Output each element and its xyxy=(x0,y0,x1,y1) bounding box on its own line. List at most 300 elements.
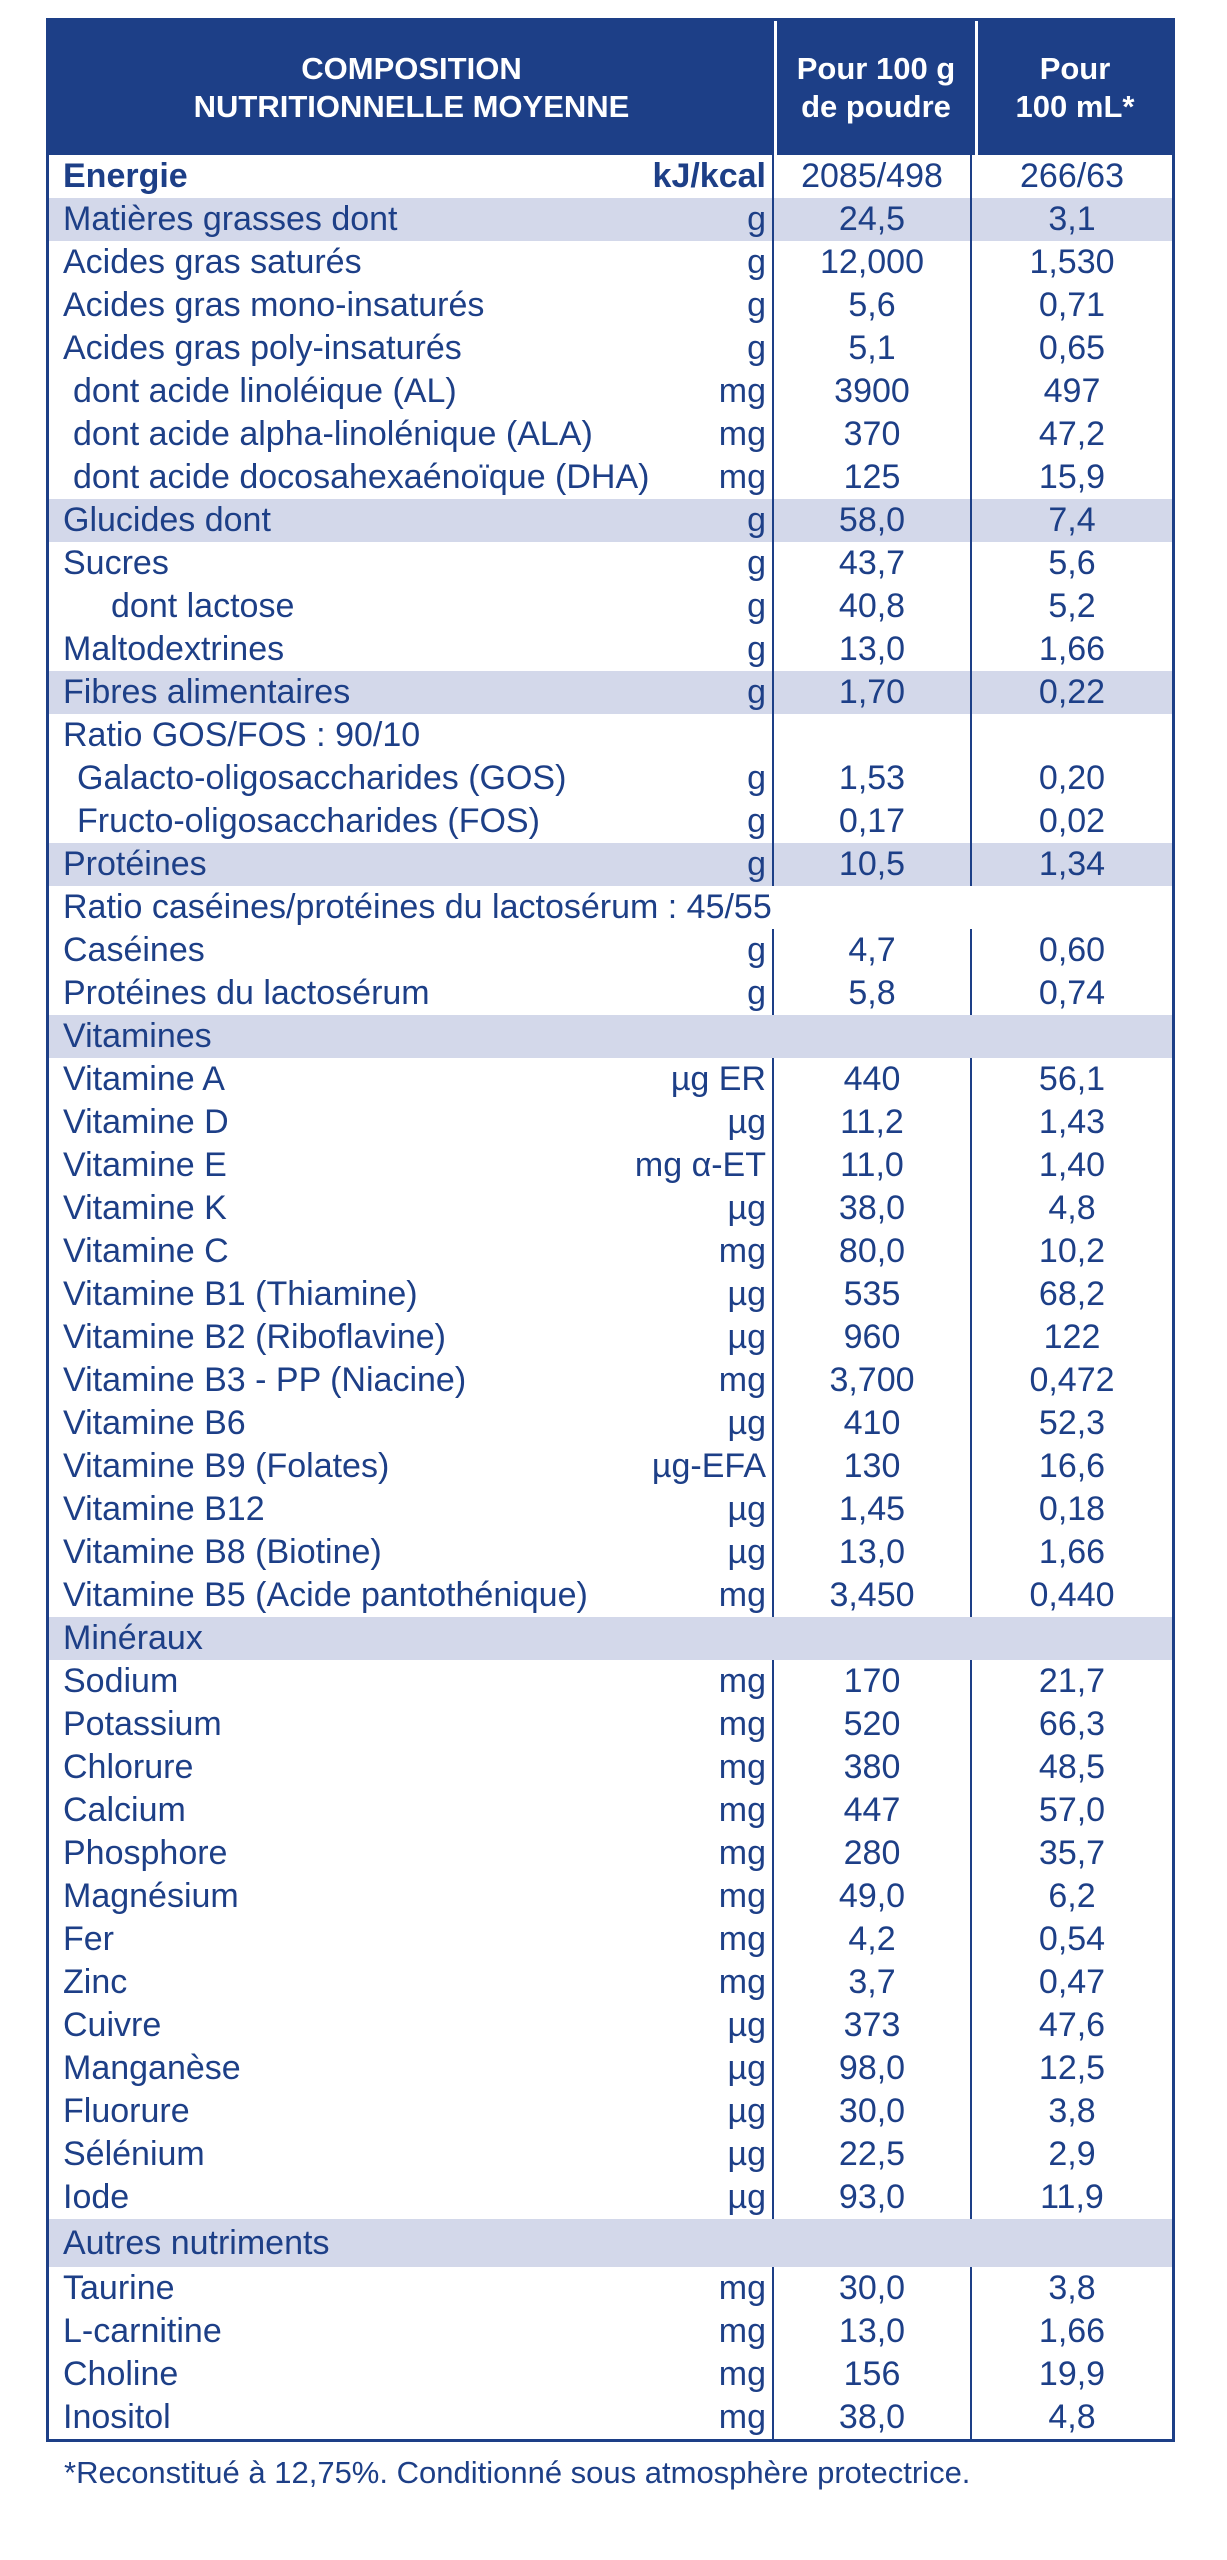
value-per-100ml: 11,9 xyxy=(1040,2178,1104,2216)
nutrient-unit: mg xyxy=(718,2355,766,2393)
value-per-100ml: 48,5 xyxy=(1038,1748,1106,1786)
nutrient-name: Fructo-oligosaccharides (FOS) xyxy=(77,802,540,840)
row-label-cell xyxy=(49,1230,774,1273)
nutrient-name: Vitamine B8 (Biotine) xyxy=(63,1533,382,1571)
row-label-cell xyxy=(49,2396,774,2439)
value-per-100g: 0,17 xyxy=(774,800,972,843)
table-row xyxy=(49,929,1172,972)
nutrient-name: Choline xyxy=(63,2355,179,2393)
table-row xyxy=(49,2310,1172,2353)
row-label-cell xyxy=(49,2353,774,2396)
value-per-100g: 960 xyxy=(774,1316,972,1359)
value-per-100g: 13,0 xyxy=(774,628,972,671)
value-per-100g: 12,000 xyxy=(774,241,972,284)
nutrient-unit: g xyxy=(747,501,766,539)
nutrient-name: dont acide linoléique (AL) xyxy=(73,372,457,410)
value-per-100ml: 52,3 xyxy=(1038,1404,1106,1442)
value-per-100ml: 1,43 xyxy=(1038,1103,1106,1141)
nutrient-unit: µg xyxy=(727,1275,766,1313)
value-per-100g: 3,7 xyxy=(774,1961,972,2004)
value-per-100g: 30,0 xyxy=(774,2090,972,2133)
nutrient-name: Energie xyxy=(63,157,188,195)
nutrient-unit: mg xyxy=(718,1834,766,1872)
table-row xyxy=(49,1832,1172,1875)
row-label-cell xyxy=(49,843,774,886)
nutrient-name: Ratio GOS/FOS : 90/10 xyxy=(63,716,421,754)
value-per-100ml: 57,0 xyxy=(1038,1791,1106,1829)
nutrient-name: Chlorure xyxy=(63,1748,194,1786)
nutrient-unit: g xyxy=(747,587,766,625)
value-per-100g: 5,8 xyxy=(774,972,972,1015)
nutrient-unit: µg xyxy=(727,2178,766,2216)
row-label-cell xyxy=(49,1574,774,1617)
header-per-100g: Pour 100 g de poudre xyxy=(777,21,978,155)
value-per-100g: 49,0 xyxy=(774,1875,972,1918)
value-per-100g: 98,0 xyxy=(774,2047,972,2090)
table-row xyxy=(49,1531,1172,1574)
row-label-cell xyxy=(49,1101,774,1144)
value-per-100g: 38,0 xyxy=(774,1187,972,1230)
nutrient-name: dont acide alpha-linolénique (ALA) xyxy=(73,415,593,453)
row-label-cell xyxy=(49,886,1172,929)
value-per-100ml: 3,8 xyxy=(1048,2269,1096,2307)
nutrient-name: Iode xyxy=(63,2178,130,2216)
nutrient-unit: kJ/kcal xyxy=(652,157,766,195)
row-label-cell xyxy=(49,671,774,714)
row-label-cell xyxy=(49,542,774,585)
value-per-100g: 24,5 xyxy=(774,198,972,241)
row-label-cell xyxy=(49,413,774,456)
row-label-cell xyxy=(49,1918,774,1961)
row-label-cell xyxy=(49,2133,774,2176)
table-row xyxy=(49,757,1172,800)
nutrient-unit: mg xyxy=(718,2269,766,2307)
nutrient-unit: g xyxy=(747,802,766,840)
nutrient-unit: mg xyxy=(718,1576,766,1614)
value-per-100ml: 0,472 xyxy=(1029,1361,1115,1399)
nutrient-name: Magnésium xyxy=(63,1877,239,1915)
row-label-cell xyxy=(49,155,774,198)
value-per-100ml: 1,66 xyxy=(1038,2312,1106,2350)
nutrient-unit: µg ER xyxy=(670,1060,766,1098)
header-per-100ml: Pour 100 mL* xyxy=(1015,51,1135,124)
value-per-100g: 80,0 xyxy=(774,1230,972,1273)
table-row xyxy=(49,1316,1172,1359)
row-label-cell xyxy=(49,1058,774,1101)
table-row xyxy=(49,2353,1172,2396)
table-row xyxy=(49,284,1172,327)
nutrient-name: Sélénium xyxy=(63,2135,205,2173)
table-row xyxy=(49,1445,1172,1488)
value-per-100g: 125 xyxy=(774,456,972,499)
value-per-100ml xyxy=(972,2219,1172,2267)
row-label-cell xyxy=(49,1531,774,1574)
value-per-100ml xyxy=(972,1015,1172,1058)
value-per-100g: 370 xyxy=(774,413,972,456)
nutrient-unit: mg xyxy=(718,458,766,496)
row-label-cell xyxy=(49,1359,774,1402)
table-row xyxy=(49,1144,1172,1187)
nutrient-unit: µg xyxy=(727,2135,766,2173)
nutrient-unit: µg xyxy=(727,1189,766,1227)
table-row xyxy=(49,1574,1172,1617)
row-label-cell xyxy=(49,456,774,499)
table-row xyxy=(49,2090,1172,2133)
nutrient-name: Acides gras saturés xyxy=(63,243,362,281)
value-per-100ml: 1,530 xyxy=(1029,243,1115,281)
nutrient-name: Caséines xyxy=(63,931,205,969)
table-row xyxy=(49,1918,1172,1961)
value-per-100g: 4,2 xyxy=(774,1918,972,1961)
nutrient-unit: mg xyxy=(718,2398,766,2436)
value-per-100ml: 2,9 xyxy=(1048,2135,1096,2173)
row-label-cell xyxy=(49,1316,774,1359)
nutrient-unit: µg xyxy=(727,2006,766,2044)
value-per-100g: 11,2 xyxy=(774,1101,972,1144)
value-per-100ml: 66,3 xyxy=(1038,1705,1106,1743)
value-per-100ml: 266/63 xyxy=(1020,157,1124,195)
nutrient-unit: mg α-ET xyxy=(634,1146,766,1184)
nutrient-name: Galacto-oligosaccharides (GOS) xyxy=(77,759,567,797)
value-per-100ml xyxy=(972,1617,1172,1660)
value-per-100g: 535 xyxy=(774,1273,972,1316)
nutrient-name: Glucides dont xyxy=(63,501,271,539)
nutrient-name: Vitamine B5 (Acide pantothénique) xyxy=(63,1576,588,1614)
value-per-100ml: 0,47 xyxy=(1038,1963,1106,2001)
nutrient-unit: mg xyxy=(718,1361,766,1399)
nutrient-name: dont lactose xyxy=(111,587,295,625)
table-row xyxy=(49,2219,1172,2267)
value-per-100ml: 47,6 xyxy=(1038,2006,1106,2044)
row-label-cell xyxy=(49,1703,774,1746)
value-per-100g: 440 xyxy=(774,1058,972,1101)
table-row xyxy=(49,628,1172,671)
value-per-100g: 58,0 xyxy=(774,499,972,542)
nutrient-name: Maltodextrines xyxy=(63,630,285,668)
nutrient-name: Inositol xyxy=(63,2398,171,2436)
value-per-100ml: 10,2 xyxy=(1038,1232,1106,1270)
table-row xyxy=(49,2267,1172,2310)
table-row xyxy=(49,1961,1172,2004)
row-label-cell xyxy=(49,1015,774,1058)
nutrient-unit: µg xyxy=(727,1103,766,1141)
nutrient-name: Vitamine B9 (Folates) xyxy=(63,1447,390,1485)
row-label-cell xyxy=(49,929,774,972)
nutrient-name: Fer xyxy=(63,1920,114,1958)
value-per-100ml: 497 xyxy=(1043,372,1101,410)
nutrient-name: Protéines xyxy=(63,845,207,883)
nutrient-unit: g xyxy=(747,630,766,668)
value-per-100ml: 7,4 xyxy=(1048,501,1096,539)
table-row xyxy=(49,1488,1172,1531)
table-row xyxy=(49,2396,1172,2439)
table-row xyxy=(49,843,1172,886)
value-per-100ml: 47,2 xyxy=(1038,415,1106,453)
row-label-cell xyxy=(49,714,774,757)
row-label-cell xyxy=(49,327,774,370)
table-header xyxy=(49,21,1172,155)
nutrient-unit: mg xyxy=(718,1662,766,1700)
value-per-100g: 13,0 xyxy=(774,2310,972,2353)
row-label-cell xyxy=(49,1789,774,1832)
table-row xyxy=(49,2047,1172,2090)
nutrient-name: L-carnitine xyxy=(63,2312,222,2350)
nutrient-name: Sodium xyxy=(63,1662,179,1700)
nutrient-name: Acides gras poly-insaturés xyxy=(63,329,462,367)
table-row xyxy=(49,198,1172,241)
value-per-100ml: 1,66 xyxy=(1038,630,1106,668)
value-per-100ml: 0,74 xyxy=(1038,974,1106,1012)
value-per-100ml: 5,2 xyxy=(1048,587,1096,625)
value-per-100g xyxy=(774,714,972,757)
value-per-100g: 11,0 xyxy=(774,1144,972,1187)
row-label-cell xyxy=(49,1402,774,1445)
nutrient-unit: mg xyxy=(718,1920,766,1958)
row-label-cell xyxy=(49,1273,774,1316)
value-per-100g: 1,45 xyxy=(774,1488,972,1531)
row-label-cell xyxy=(49,1875,774,1918)
value-per-100ml: 21,7 xyxy=(1038,1662,1106,1700)
row-label-cell xyxy=(49,2176,774,2219)
table-row xyxy=(49,714,1172,757)
table-row xyxy=(49,1101,1172,1144)
nutrient-name: Autres nutriments xyxy=(63,2223,330,2262)
value-per-100ml: 19,9 xyxy=(1038,2355,1106,2393)
row-label-cell xyxy=(49,1144,774,1187)
nutrient-unit: g xyxy=(747,544,766,582)
nutrient-name: dont acide docosahexaénoïque (DHA) xyxy=(73,458,650,496)
value-per-100g: 130 xyxy=(774,1445,972,1488)
table-row xyxy=(49,886,1172,929)
value-per-100ml: 1,34 xyxy=(1038,845,1106,883)
nutrient-name: Vitamine K xyxy=(63,1189,227,1227)
value-per-100g: 93,0 xyxy=(774,2176,972,2219)
nutrient-name: Vitamine B3 - PP (Niacine) xyxy=(63,1361,467,1399)
nutrient-name: Vitamine B2 (Riboflavine) xyxy=(63,1318,446,1356)
row-label-cell xyxy=(49,1488,774,1531)
value-per-100g: 40,8 xyxy=(774,585,972,628)
nutrient-unit: µg xyxy=(727,1404,766,1442)
table-row xyxy=(49,1875,1172,1918)
value-per-100ml: 0,02 xyxy=(1038,802,1106,840)
table-row xyxy=(49,1187,1172,1230)
row-label-cell xyxy=(49,1617,774,1660)
nutrient-unit: µg xyxy=(727,2049,766,2087)
value-per-100ml: 122 xyxy=(1043,1318,1101,1356)
nutrient-unit: mg xyxy=(718,2312,766,2350)
value-per-100g: 380 xyxy=(774,1746,972,1789)
nutrient-name: Taurine xyxy=(63,2269,175,2307)
value-per-100ml: 68,2 xyxy=(1038,1275,1106,1313)
nutrient-unit: g xyxy=(747,931,766,969)
nutrient-unit: g xyxy=(747,974,766,1012)
row-label-cell xyxy=(49,2047,774,2090)
nutrient-name: Acides gras mono-insaturés xyxy=(63,286,485,324)
table-row xyxy=(49,972,1172,1015)
value-per-100ml: 1,66 xyxy=(1038,1533,1106,1571)
nutrient-name: Matières grasses dont xyxy=(63,200,398,238)
row-label-cell xyxy=(49,1187,774,1230)
table-row xyxy=(49,1015,1172,1058)
header-label: COMPOSITION NUTRITIONNELLE MOYENNE xyxy=(49,21,777,155)
nutrient-name: Fluorure xyxy=(63,2092,190,2130)
value-per-100g: 13,0 xyxy=(774,1531,972,1574)
nutrient-name: Zinc xyxy=(63,1963,128,2001)
nutrient-unit: mg xyxy=(718,415,766,453)
row-label-cell xyxy=(49,1832,774,1875)
value-per-100ml: 0,440 xyxy=(1029,1576,1115,1614)
row-label-cell xyxy=(49,2219,774,2267)
table-row xyxy=(49,2004,1172,2047)
table-row xyxy=(49,499,1172,542)
value-per-100ml: 6,2 xyxy=(1048,1877,1096,1915)
table-row xyxy=(49,800,1172,843)
value-per-100ml: 16,6 xyxy=(1038,1447,1106,1485)
nutrient-unit: g xyxy=(747,200,766,238)
row-label-cell xyxy=(49,284,774,327)
value-per-100g: 170 xyxy=(774,1660,972,1703)
table-row xyxy=(49,241,1172,284)
value-per-100g: 3,450 xyxy=(774,1574,972,1617)
value-per-100g: 410 xyxy=(774,1402,972,1445)
nutrient-unit: µg-EFA xyxy=(651,1447,766,1485)
value-per-100ml: 0,54 xyxy=(1038,1920,1106,1958)
value-per-100ml: 56,1 xyxy=(1038,1060,1106,1098)
nutrient-name: Sucres xyxy=(63,544,169,582)
value-per-100ml: 5,6 xyxy=(1048,544,1096,582)
nutrient-name: Manganèse xyxy=(63,2049,241,2087)
nutrient-name: Minéraux xyxy=(63,1619,203,1657)
table-row xyxy=(49,1660,1172,1703)
nutrient-unit: mg xyxy=(718,1963,766,2001)
value-per-100ml: 0,65 xyxy=(1038,329,1106,367)
value-per-100g: 280 xyxy=(774,1832,972,1875)
value-per-100g: 5,6 xyxy=(774,284,972,327)
value-per-100ml: 4,8 xyxy=(1048,1189,1096,1227)
row-label-cell xyxy=(49,800,774,843)
value-per-100g: 30,0 xyxy=(774,2267,972,2310)
nutrition-table xyxy=(46,18,1175,2442)
table-row xyxy=(49,1273,1172,1316)
table-row xyxy=(49,370,1172,413)
nutrient-name: Vitamine D xyxy=(63,1103,229,1141)
nutrient-unit: g xyxy=(747,845,766,883)
row-label-cell xyxy=(49,757,774,800)
nutrient-name: Cuivre xyxy=(63,2006,162,2044)
table-body xyxy=(49,155,1172,2439)
nutrient-name: Potassium xyxy=(63,1705,222,1743)
nutrient-unit: mg xyxy=(718,1791,766,1829)
value-per-100ml: 3,1 xyxy=(1048,200,1096,238)
table-row xyxy=(49,155,1172,198)
value-per-100g xyxy=(774,2219,972,2267)
value-per-100g: 373 xyxy=(774,2004,972,2047)
row-label-cell xyxy=(49,1961,774,2004)
value-per-100ml: 0,60 xyxy=(1038,931,1106,969)
table-row xyxy=(49,542,1172,585)
value-per-100g: 1,53 xyxy=(774,757,972,800)
value-per-100g: 5,1 xyxy=(774,327,972,370)
value-per-100ml: 1,40 xyxy=(1038,1146,1106,1184)
value-per-100g: 447 xyxy=(774,1789,972,1832)
nutrient-name: Vitamines xyxy=(63,1017,212,1055)
footnote: *Reconstitué à 12,75%. Conditionné sous atmosphère protectrice. xyxy=(64,2455,971,2490)
nutrient-unit: µg xyxy=(727,2092,766,2130)
table-row xyxy=(49,2133,1172,2176)
nutrient-unit: g xyxy=(747,329,766,367)
row-label-cell xyxy=(49,370,774,413)
table-row xyxy=(49,1617,1172,1660)
nutrient-unit: µg xyxy=(727,1318,766,1356)
nutrient-name: Phosphore xyxy=(63,1834,228,1872)
value-per-100ml xyxy=(972,714,1172,757)
value-per-100g xyxy=(774,1015,972,1058)
value-per-100g: 520 xyxy=(774,1703,972,1746)
table-row xyxy=(49,1359,1172,1402)
table-row xyxy=(49,327,1172,370)
row-label-cell xyxy=(49,1746,774,1789)
value-per-100ml: 0,18 xyxy=(1038,1490,1106,1528)
table-row xyxy=(49,1746,1172,1789)
value-per-100g: 3900 xyxy=(774,370,972,413)
nutrient-name: Vitamine B6 xyxy=(63,1404,246,1442)
table-row xyxy=(49,1703,1172,1746)
nutrient-unit: g xyxy=(747,243,766,281)
nutrient-unit: g xyxy=(747,673,766,711)
row-label-cell xyxy=(49,241,774,284)
value-per-100ml: 15,9 xyxy=(1038,458,1106,496)
table-row xyxy=(49,671,1172,714)
value-per-100g: 38,0 xyxy=(774,2396,972,2439)
row-label-cell xyxy=(49,972,774,1015)
nutrient-name: Vitamine A xyxy=(63,1060,225,1098)
nutrient-name: Fibres alimentaires xyxy=(63,673,351,711)
nutrient-unit: mg xyxy=(718,1705,766,1743)
nutrient-unit: mg xyxy=(718,1877,766,1915)
nutrient-name: Protéines du lactosérum xyxy=(63,974,430,1012)
row-label-cell xyxy=(49,1445,774,1488)
value-per-100ml: 35,7 xyxy=(1038,1834,1106,1872)
value-per-100g: 1,70 xyxy=(774,671,972,714)
value-per-100g: 43,7 xyxy=(774,542,972,585)
nutrient-unit: mg xyxy=(718,1748,766,1786)
nutrient-unit: mg xyxy=(718,372,766,410)
nutrient-name: Vitamine B1 (Thiamine) xyxy=(63,1275,418,1313)
nutrient-unit: µg xyxy=(727,1533,766,1571)
value-per-100ml: 4,8 xyxy=(1048,2398,1096,2436)
table-row xyxy=(49,1789,1172,1832)
nutrient-name: Vitamine C xyxy=(63,1232,229,1270)
value-per-100g xyxy=(774,1617,972,1660)
value-per-100ml: 0,22 xyxy=(1038,673,1106,711)
value-per-100g: 3,700 xyxy=(774,1359,972,1402)
table-row xyxy=(49,1058,1172,1101)
table-row xyxy=(49,1230,1172,1273)
table-row xyxy=(49,413,1172,456)
nutrient-unit: g xyxy=(747,759,766,797)
value-per-100g: 22,5 xyxy=(774,2133,972,2176)
row-label-cell xyxy=(49,198,774,241)
nutrient-name: Vitamine B12 xyxy=(63,1490,265,1528)
row-label-cell xyxy=(49,585,774,628)
value-per-100g: 156 xyxy=(774,2353,972,2396)
row-label-cell xyxy=(49,628,774,671)
row-label-cell xyxy=(49,2004,774,2047)
nutrient-unit: µg xyxy=(727,1490,766,1528)
row-label-cell xyxy=(49,2090,774,2133)
row-label-cell xyxy=(49,2310,774,2353)
nutrient-unit: mg xyxy=(718,1232,766,1270)
